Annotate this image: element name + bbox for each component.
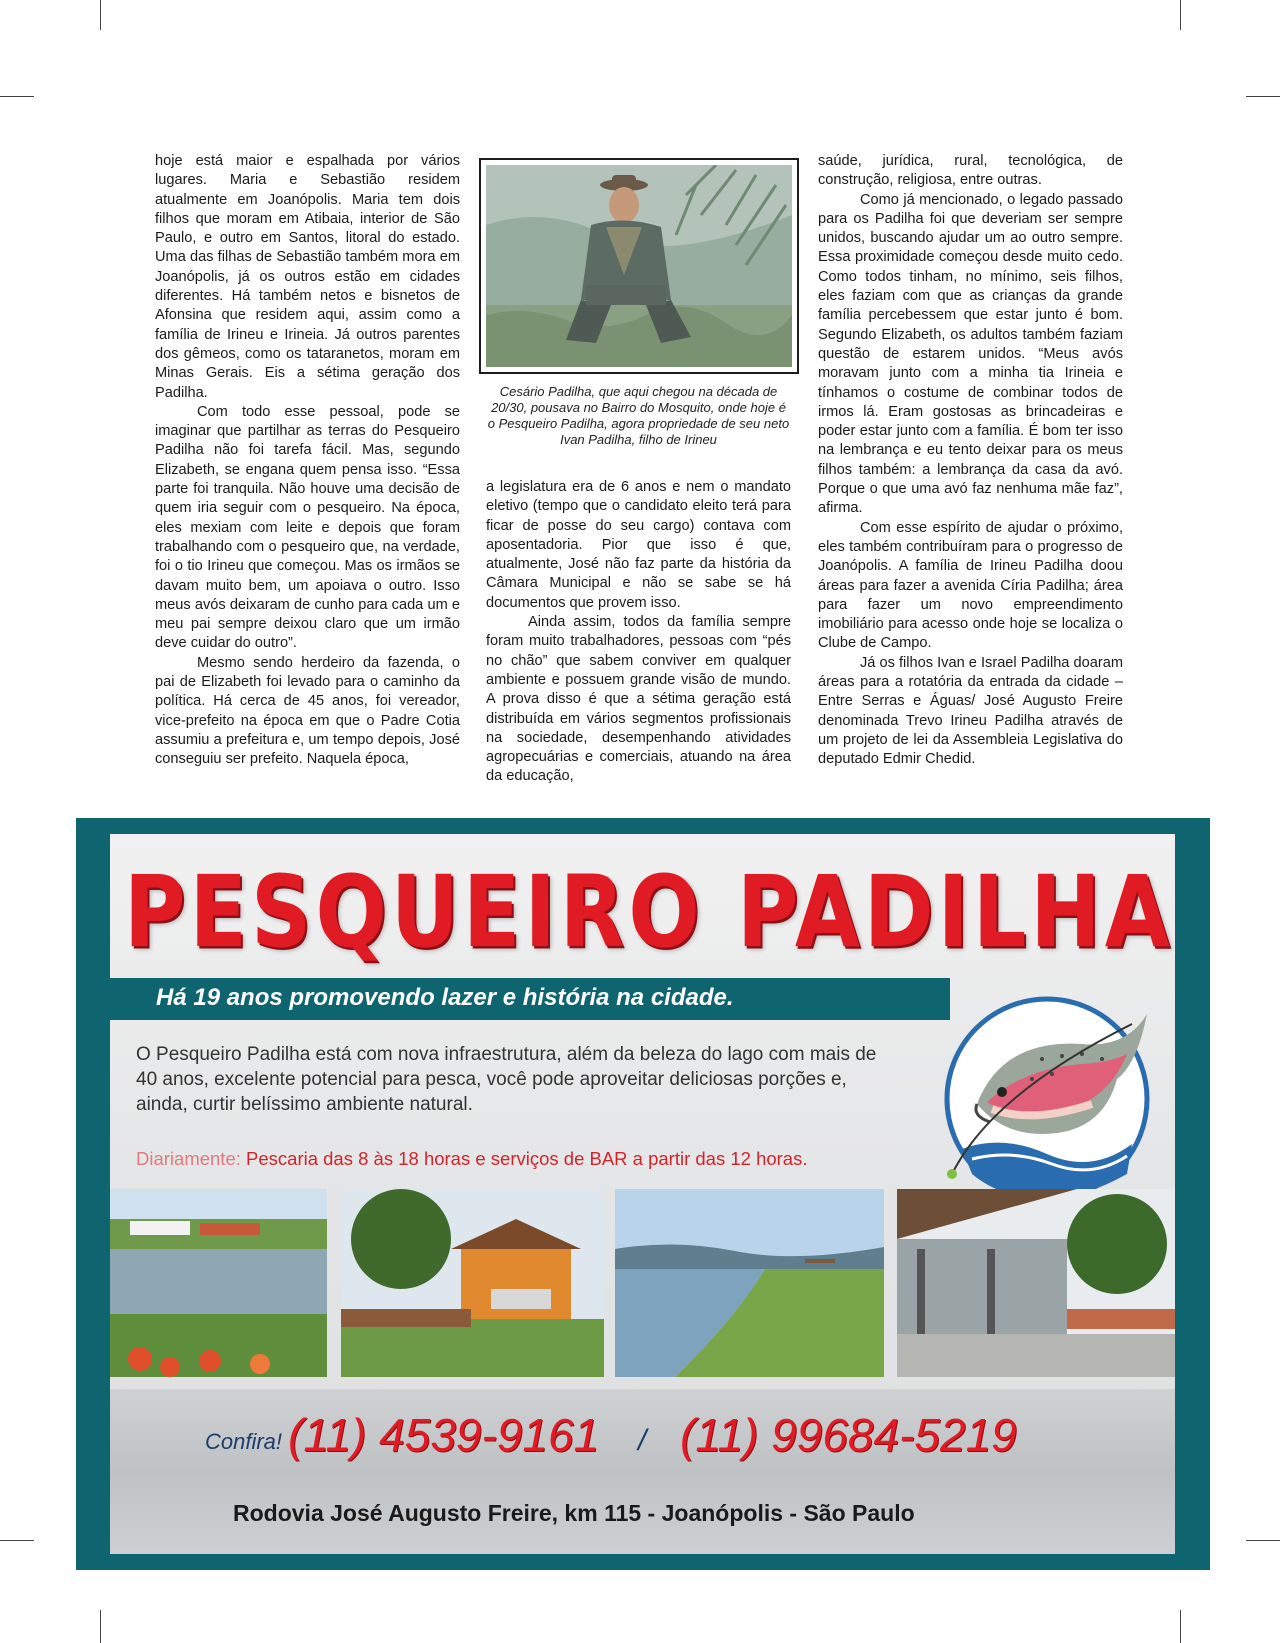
photo-caption: Cesário Padilha, que aqui chegou na década de 20/30, pousava no Bairro do Mosquito, onde hoje é o Pesqueiro Padilha, agora propriedade de seu neto Ivan Padilha, filho de Irineu [487, 384, 790, 447]
paragraph: Com esse espírito de ajudar o próximo, eles também contribuíram para o progresso de Joanópolis. A família de Irineu Padilha doou áreas para fazer a avenida Círia Padilha; área para fazer um novo empreendimento imobiliário para acesso onde hoje se localiza o Clube de Campo. [818, 519, 1123, 652]
paragraph: hoje está maior e espalhada por vários lugares. Maria e Sebastião residem atualmente em Joanópolis. Maria tem dois filhos que moram em Atibaia, interior de São Paulo, e outro em Santos, litoral do estado. Uma das filhas de Sebastião também mora em Joanópolis, já os outros estão em cidades diferentes. Há também netos e bisnetos de Afonsina que residem aqui, assim como a família de Irineu e Irineia. Já outros parentes dos gêmeos, como os tataranetos, moram em Minas Gerais. Eis a sétima geração dos Padilha. [155, 153, 460, 401]
paragraph: Com todo esse pessoal, pode se imaginar que partilhar as terras do Pesqueiro Padilha não foi tarefa fácil. Mas, segundo Elizabeth, se engana quem pensa isso. “Essa parte foi tranquila. Não houve uma decisão de quem iria seguir com o pesqueiro. Na época, eles mexiam com leite e depois que foram trabalhando com o pesqueiro que, na verdade, foi o tio Irineu que começou. Mas os irmãos se davam muito bem, um apoiava o outro. Isso meus avós deixaram de cunho para cada um e meu pai sempre deixou claro que um irmão deve cuidar do outro”. [155, 403, 460, 652]
phone-landline[interactable]: (11) 4539-9161 [288, 1409, 600, 1461]
paragraph: Ainda assim, todos da família sempre foram muito trabalhadores, pessoas com “pés no chão” que sabem conviver em qualquer ambiente e possuem grande visão de mundo. A prova disso é que a sétima geração está distribuída em vários segmentos profissionais na sociedade, desempenhando atividades agropecuárias e comerciais, atuando na área da educação, [486, 614, 791, 785]
advertisement-panel [110, 834, 1175, 1554]
paragraph: Mesmo sendo herdeiro da fazenda, o pai de Elizabeth foi levado para o caminho da política. Há cerca de 45 anos, foi vereador, vice-prefeito na época em que o Padre Cotia assumiu a prefeitura e, um tempo depois, José conseguiu ser prefeito. Naquela época, [155, 654, 460, 768]
opening-hours-text: Pescaria das 8 às 18 horas e serviços de BAR a partir das 12 horas. [246, 1148, 808, 1169]
paragraph: Como já mencionado, o legado passado para os Padilha foi que deveriam ser sempre unidos, buscando ajudar um ao outro sempre. Essa proximidade começou desde muito cedo. Como todos tinham, no mínimo, seis filhos, eles faziam com que as crianças da grande família percebessem que estar junto é bom. Segundo Elizabeth, os adultos também faziam questão de estarem unidos. “Meus avós moravam junto com a minha tia Irineia e tínhamos o costume de combinar todos de irmos lá. Eram gostosas as brincadeiras e poder estar junto com a família. É bom ter isso na lembrança e eu tento deixar para os meus filhos também: a lembrança da casa da avó. Porque o que uma avó faz nenhuma mãe faz”, afirma. [818, 191, 1123, 517]
phone-separator: / [638, 1424, 647, 1457]
crop-mark [1180, 1610, 1181, 1643]
paragraph: saúde, jurídica, rural, tecnológica, de construção, religiosa, entre outras. [818, 153, 1123, 189]
advertisement [76, 818, 1210, 1570]
article-column-1 [155, 152, 460, 770]
ad-title: PESQUEIRO PADILHA [124, 854, 1174, 970]
crop-mark [100, 0, 101, 30]
article-column-3 [818, 152, 1123, 770]
historic-photo [479, 158, 799, 374]
ad-address: Rodovia José Augusto Freire, km 115 - Joanópolis - São Paulo [233, 1500, 915, 1526]
crop-mark [0, 96, 34, 97]
trout-fish-logo-icon [932, 984, 1162, 1214]
ad-slogan: Há 19 anos promovendo lazer e história na cidade. [156, 984, 734, 1011]
gallery-photo-fishing-lake [615, 1189, 884, 1377]
article-column-2 [486, 478, 791, 787]
opening-hours [136, 1148, 808, 1170]
gallery-photo-lake-farm [110, 1189, 327, 1377]
crop-mark [0, 1540, 34, 1541]
paragraph: a legislatura era de 6 anos e nem o mandato eletivo (tempo que o candidato eleito terá para ficar de posse do seu cargo) contava com aposentadoria. Pior que isso é que, atualmente, José não faz parte da história da Câmara Municipal e não se sabe se há documentos que provem isso. [486, 479, 791, 611]
opening-hours-label: Diariamente: [136, 1148, 241, 1169]
crop-mark [100, 1610, 101, 1643]
crop-mark [1246, 1540, 1280, 1541]
crop-mark [1180, 0, 1181, 30]
paragraph: Já os filhos Ivan e Israel Padilha doaram áreas para a rotatória da entrada da cidade – Entre Serras e Águas/ José Augusto Freire denominada Trevo Irineu Padilha através de um projeto de lei da Assembleia Legislativa do deputado Edmir Chedid. [818, 654, 1123, 768]
ad-description: O Pesqueiro Padilha está com nova infraestrutura, além da beleza do lago com mais de 40 anos, excelente potencial para pesca, você pode aproveitar deliciosas porções e, ainda, curtir belíssimo ambiente natural. [136, 1044, 877, 1115]
confira-label: Confira! [205, 1429, 283, 1454]
gallery-photo-restaurant [341, 1189, 604, 1377]
phone-mobile[interactable]: (11) 99684-5219 [680, 1409, 1017, 1461]
crop-mark [1246, 96, 1280, 97]
gallery-photo-bar-deck [897, 1189, 1175, 1377]
